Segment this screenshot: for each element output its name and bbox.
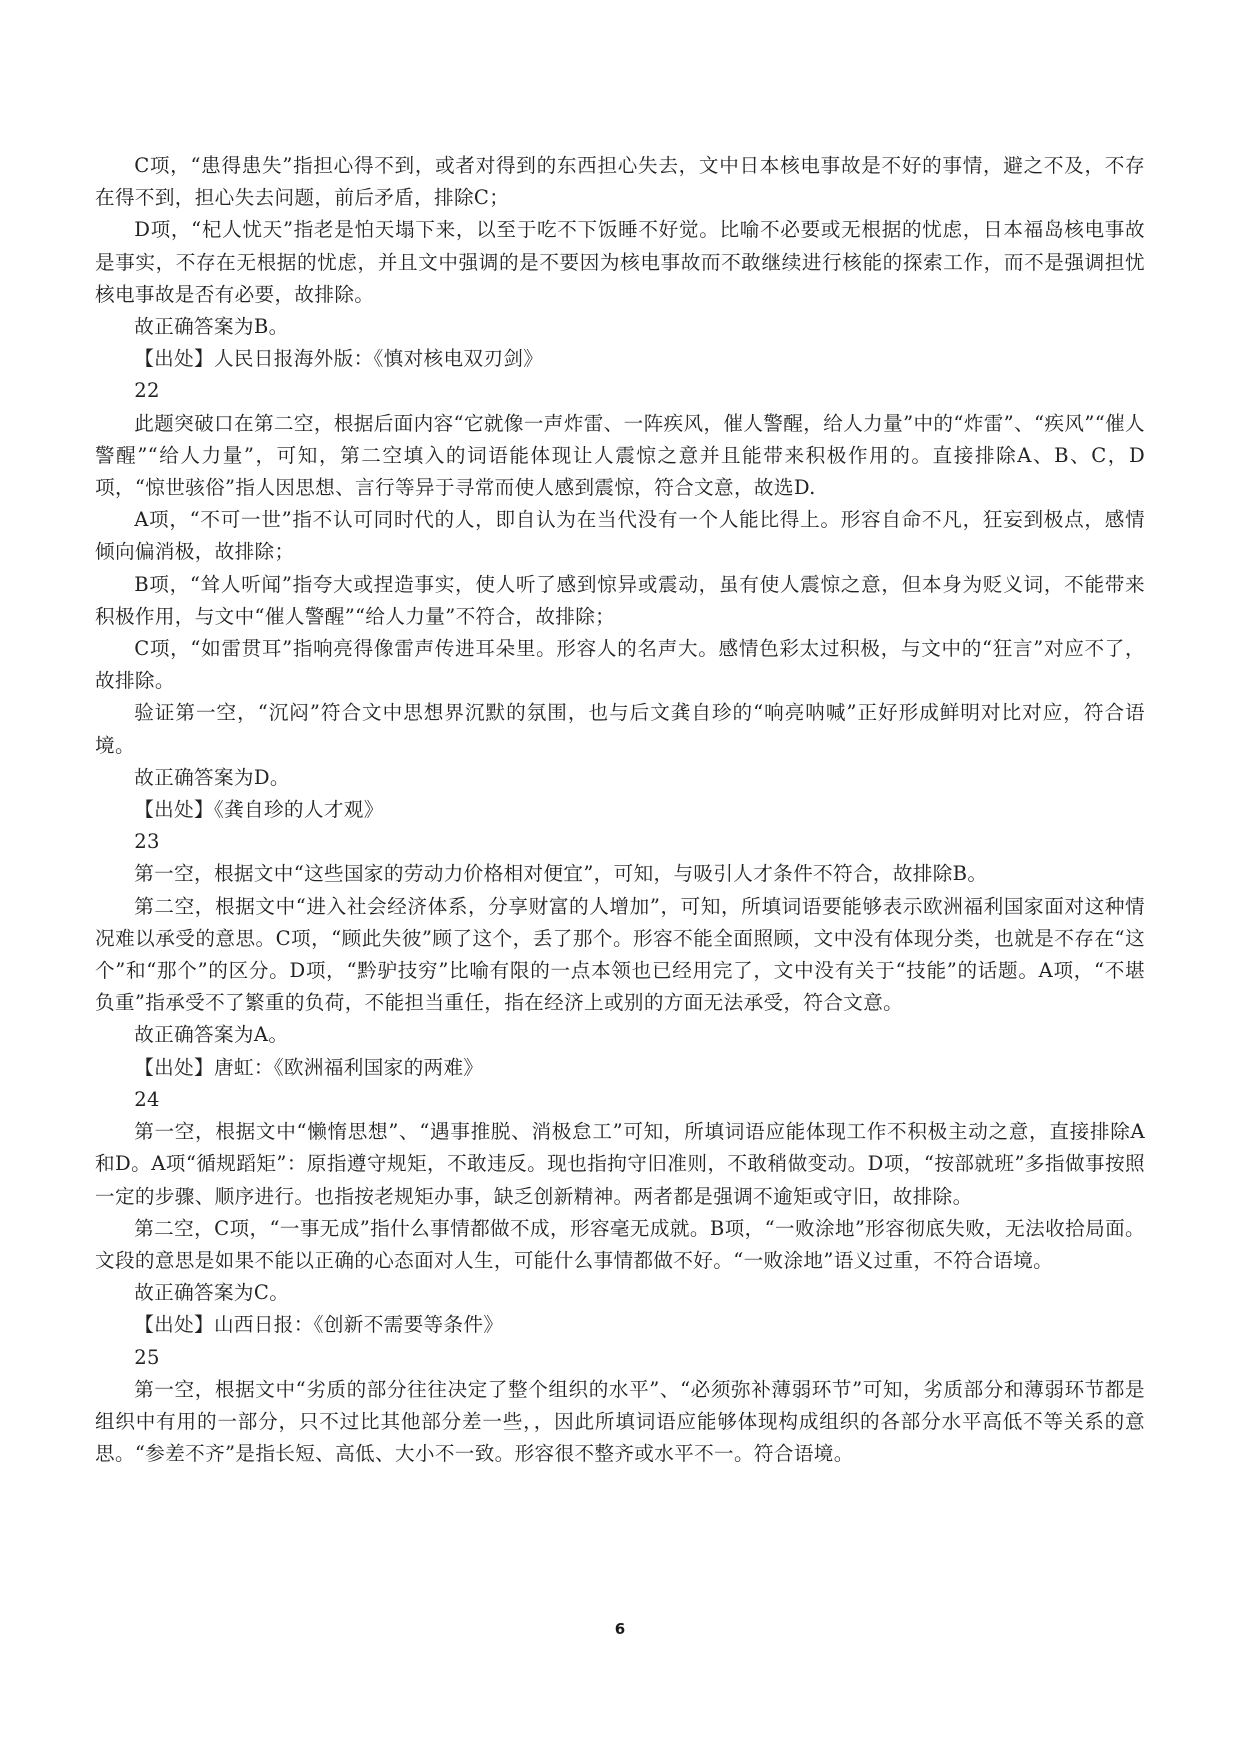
paragraph: 验证第一空，“沉闷”符合文中思想界沉默的氛围，也与后文龚自珍的“响亮呐喊”正好形成鲜明对比对应，符合语境。 <box>95 701 1145 757</box>
page-number: 6 <box>614 1620 626 1638</box>
answer-line: 故正确答案为B。 <box>134 315 289 339</box>
paragraph: 第二空，C项，“一事无成”指什么事情都做不成，形容毫无成就。B项，“一败涂地”形容彻底失败，无法收拾局面。文段的意思是如果不能以正确的心态面对人生，可能什么事情都做不好。“一败涂地”语义过重，不符合语境。 <box>95 1216 1145 1272</box>
source-citation: 【出处】《龚自珍的人才观》 <box>134 798 384 822</box>
answer-line: 故正确答案为C。 <box>134 1281 290 1305</box>
paragraph: C项，“如雷贯耳”指响亮得像雷声传进耳朵里。形容人的名声大。感情色彩太过积极，与文中的“狂言”对应不了，故排除。 <box>95 637 1145 693</box>
paragraph: 第一空，根据文中“这些国家的劳动力价格相对便宜”，可知，与吸引人才条件不符合，故排除B。 <box>134 862 988 886</box>
paragraph: 此题突破口在第二空，根据后面内容“它就像一声炸雷、一阵疾风，催人警醒，给人力量”中的“炸雷”、“疾风”“催人警醒”“给人力量”，可知，第二空填入的词语能体现让人震惊之意并且能带来积极作用的。直接排除A、B、C，D项，“惊世骇俗”指人因思想、言行等异于寻常而使人感到震惊，符合文意，故选D. <box>95 411 1145 500</box>
question-number: 24 <box>134 1087 160 1111</box>
paragraph: C项，“患得患失”指担心得不到，或者对得到的东西担心失去，文中日本核电事故是不好的事情，避之不及，不存在得不到，担心失去问题，前后矛盾，排除C； <box>95 154 1145 210</box>
paragraph: A项，“不可一世”指不认可同时代的人，即自认为在当代没有一个人能比得上。形容自命不凡，狂妄到极点，感情倾向偏消极，故排除； <box>95 508 1145 564</box>
question-number: 22 <box>134 379 160 403</box>
source-citation: 【出处】人民日报海外版：《慎对核电双刃剑》 <box>134 347 544 371</box>
document-body <box>95 150 1145 1470</box>
source-citation: 【出处】唐虹：《欧洲福利国家的两难》 <box>134 1055 484 1079</box>
paragraph: 第二空，根据文中“进入社会经济体系，分享财富的人增加”，可知，所填词语要能够表示欧洲福利国家面对这种情况难以承受的意思。C项，“顾此失彼”顾了这个，丢了那个。形容不能全面照顾，文中没有体现分类，也就是不存在“这个”和“那个”的区分。D项，“黔驴技穷”比喻有限的一点本领也已经用完了，文中没有关于“技能”的话题。A项，“不堪负重”指承受不了繁重的负荷，不能担当重任，指在经济上或别的方面无法承受，符合文意。 <box>95 894 1145 1015</box>
paragraph: 第一空，根据文中“劣质的部分往往决定了整个组织的水平”、“必须弥补薄弱环节”可知，劣质部分和薄弱环节都是组织中有用的一部分，只不过比其他部分差一些，，因此所填词语应能够体现构成组织的各部分水平高低不等关系的意思。“参差不齐”是指长短、高低、大小不一致。形容很不整齐或水平不一。符合语境。 <box>95 1377 1145 1466</box>
source-citation: 【出处】山西日报：《创新不需要等条件》 <box>134 1313 504 1337</box>
question-number: 23 <box>134 830 160 854</box>
answer-line: 故正确答案为D。 <box>134 765 290 789</box>
paragraph: 第一空，根据文中“懒惰思想”、“遇事推脱、消极怠工”可知，所填词语应能体现工作不积极主动之意，直接排除A和D。A项“循规蹈矩”：原指遵守规矩，不敢违反。现也指拘守旧准则，不敢稍做变动。D项，“按部就班”多指做事按照一定的步骤、顺序进行。也指按老规矩办事，缺乏创新精神。两者都是强调不逾矩或守旧，故排除。 <box>95 1120 1145 1208</box>
question-number: 25 <box>134 1345 160 1369</box>
answer-line: 故正确答案为A。 <box>134 1023 289 1047</box>
paragraph: D项，“杞人忧天”指老是怕天塌下来，以至于吃不下饭睡不好觉。比喻不必要或无根据的忧虑，日本福岛核电事故是事实，不存在无根据的忧虑，并且文中强调的是不要因为核电事故而不敢继续进行核能的探索工作，而不是强调担忧核电事故是否有必要，故排除。 <box>95 218 1145 306</box>
paragraph: B项，“耸人听闻”指夸大或捏造事实，使人听了感到惊异或震动，虽有使人震惊之意，但本身为贬义词，不能带来积极作用，与文中“催人警醒”“给人力量”不符合，故排除； <box>95 572 1145 628</box>
